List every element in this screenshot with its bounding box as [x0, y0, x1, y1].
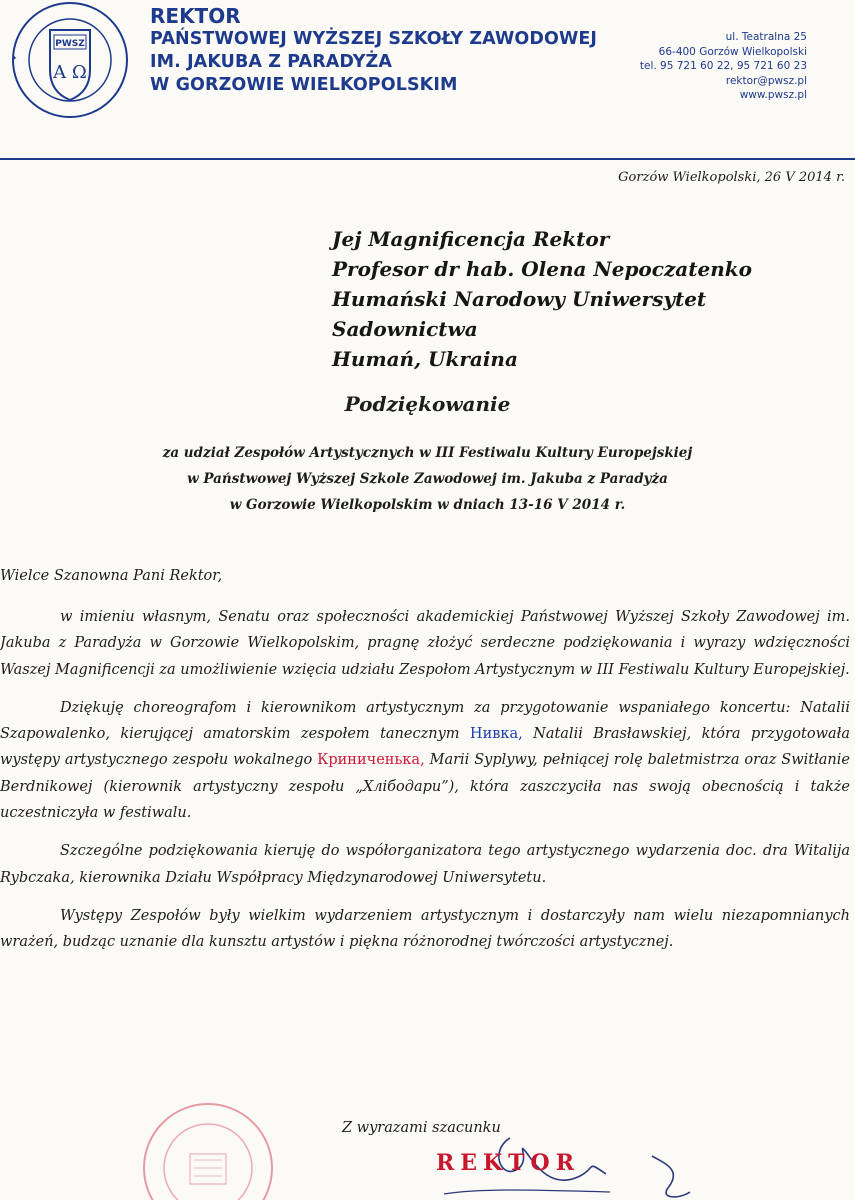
paragraph-4: Występy Zespołów były wielkim wydarzeniem artystycznym i dostarczyły nam wielu niezapomnianych wrażeń, budząc uznanie dla kunsztu artystów i piękna różnorodnej twórczości artystycznej.: [0, 907, 850, 951]
subject-line-1: za udział Zespołów Artystycznych w III Festiwalu Kultury Europejskiej: [162, 445, 693, 461]
letter-body: [0, 604, 850, 956]
svg-text:A Ω: A Ω: [53, 62, 87, 83]
address-phone: tel. 95 721 60 22, 95 721 60 23: [639, 60, 807, 72]
svg-text:✦: ✦: [12, 55, 18, 62]
header-title-line-3: IM. JAKUBA Z PARADYŻA: [150, 52, 392, 72]
header-divider: [0, 158, 855, 160]
address-email: rektor@pwsz.pl: [725, 74, 807, 87]
letter-date: Gorzów Wielkopolski, 26 V 2014 r.: [618, 170, 845, 185]
header-address: [640, 30, 807, 103]
svg-text:PWSZ: PWSZ: [55, 39, 85, 49]
ensemble-name-krynychenka: Криниченька,: [317, 752, 425, 769]
header-title-line-1: REKTOR: [150, 4, 241, 28]
subject-line-3: w Gorzowie Wielkopolskim w dniach 13-16 V 2014 r.: [229, 497, 626, 513]
paragraph-2: [0, 695, 850, 826]
address-street: ul. Teatralna 25: [725, 31, 807, 43]
paragraph-3: Szczególne podziękowania kieruję do współorganizatora tego artystycznego wydarzenia doc. dra Witalija Rybczaka, kierownika Działu Współpracy Międzynarodowej Uniwersytetu.: [0, 843, 850, 886]
header-title: [150, 4, 597, 97]
rektor-stamp: REKTOR: [436, 1150, 580, 1176]
official-seal: [128, 1088, 288, 1200]
address-city: 66-400 Gorzów Wielkopolski: [658, 45, 807, 58]
salutation: Wielce Szanowna Pani Rektor,: [0, 568, 223, 584]
address-website: www.pwsz.pl: [739, 89, 807, 101]
subject-block: [0, 440, 855, 518]
header-title-line-2: PAŃSTWOWEJ WYŻSZEJ SZKOŁY ZAWODOWEJ: [150, 29, 598, 49]
document-title: Podziękowanie: [344, 392, 511, 416]
paragraph-2-part-c: Natalii Brasławskiej, która przygotowała występy artystycznego zespołu wokalnego: [0, 726, 850, 769]
header-title-line-4: W GORZOWIE WIELKOPOLSKIM: [150, 75, 458, 95]
paragraph-2-part-a: Dziękuję choreografom i kierownikom artystycznym za przygotowanie wspaniałego koncertu: Natalii Szapowalenko, kierującej amatorskim zespołem tanecznym: [0, 699, 850, 743]
recipient-line-4: Humań, Ukraina: [332, 347, 518, 371]
paragraph-1: w imieniu własnym, Senatu oraz społeczności akademickiej Państwowej Wyższej Szkoły Zawodowej im. Jakuba z Paradyża w Gorzowie Wielkopolskim, pragnę złożyć serdeczne podziękowania i wyrazy wdzięczności Waszej Magnificencji za umożliwienie wzięcia udziału Zespołom Artystycznym w III Festiwalu Kultury Europejskiej.: [0, 609, 850, 678]
recipient-line-2: Profesor dr hab. Olena Nepoczatenko: [332, 257, 752, 281]
university-logo: [0, 0, 140, 140]
recipient-line-3: Humański Narodowy Uniwersytet Sadownictwa: [332, 287, 707, 341]
paragraph-2-part-e: Marii Syplywy, pełniącej rolę baletmistrza oraz Switłanie Berdnikowej (kierownik artystyczny zespołu „Хлібодари”), która zaszczyciła nas swoją obecnością i także uczestniczyła w festiwalu.: [0, 752, 850, 822]
closing-phrase: Z wyrazami szacunku: [342, 1120, 501, 1136]
recipient-line-1: Jej Magnificencja Rektor: [332, 227, 610, 251]
ensemble-name-nyvka: Нивка,: [469, 726, 523, 743]
subject-line-2: w Państwowej Wyższej Szkole Zawodowej im. Jakuba z Paradyża: [187, 471, 668, 487]
recipient-block: [332, 224, 855, 374]
